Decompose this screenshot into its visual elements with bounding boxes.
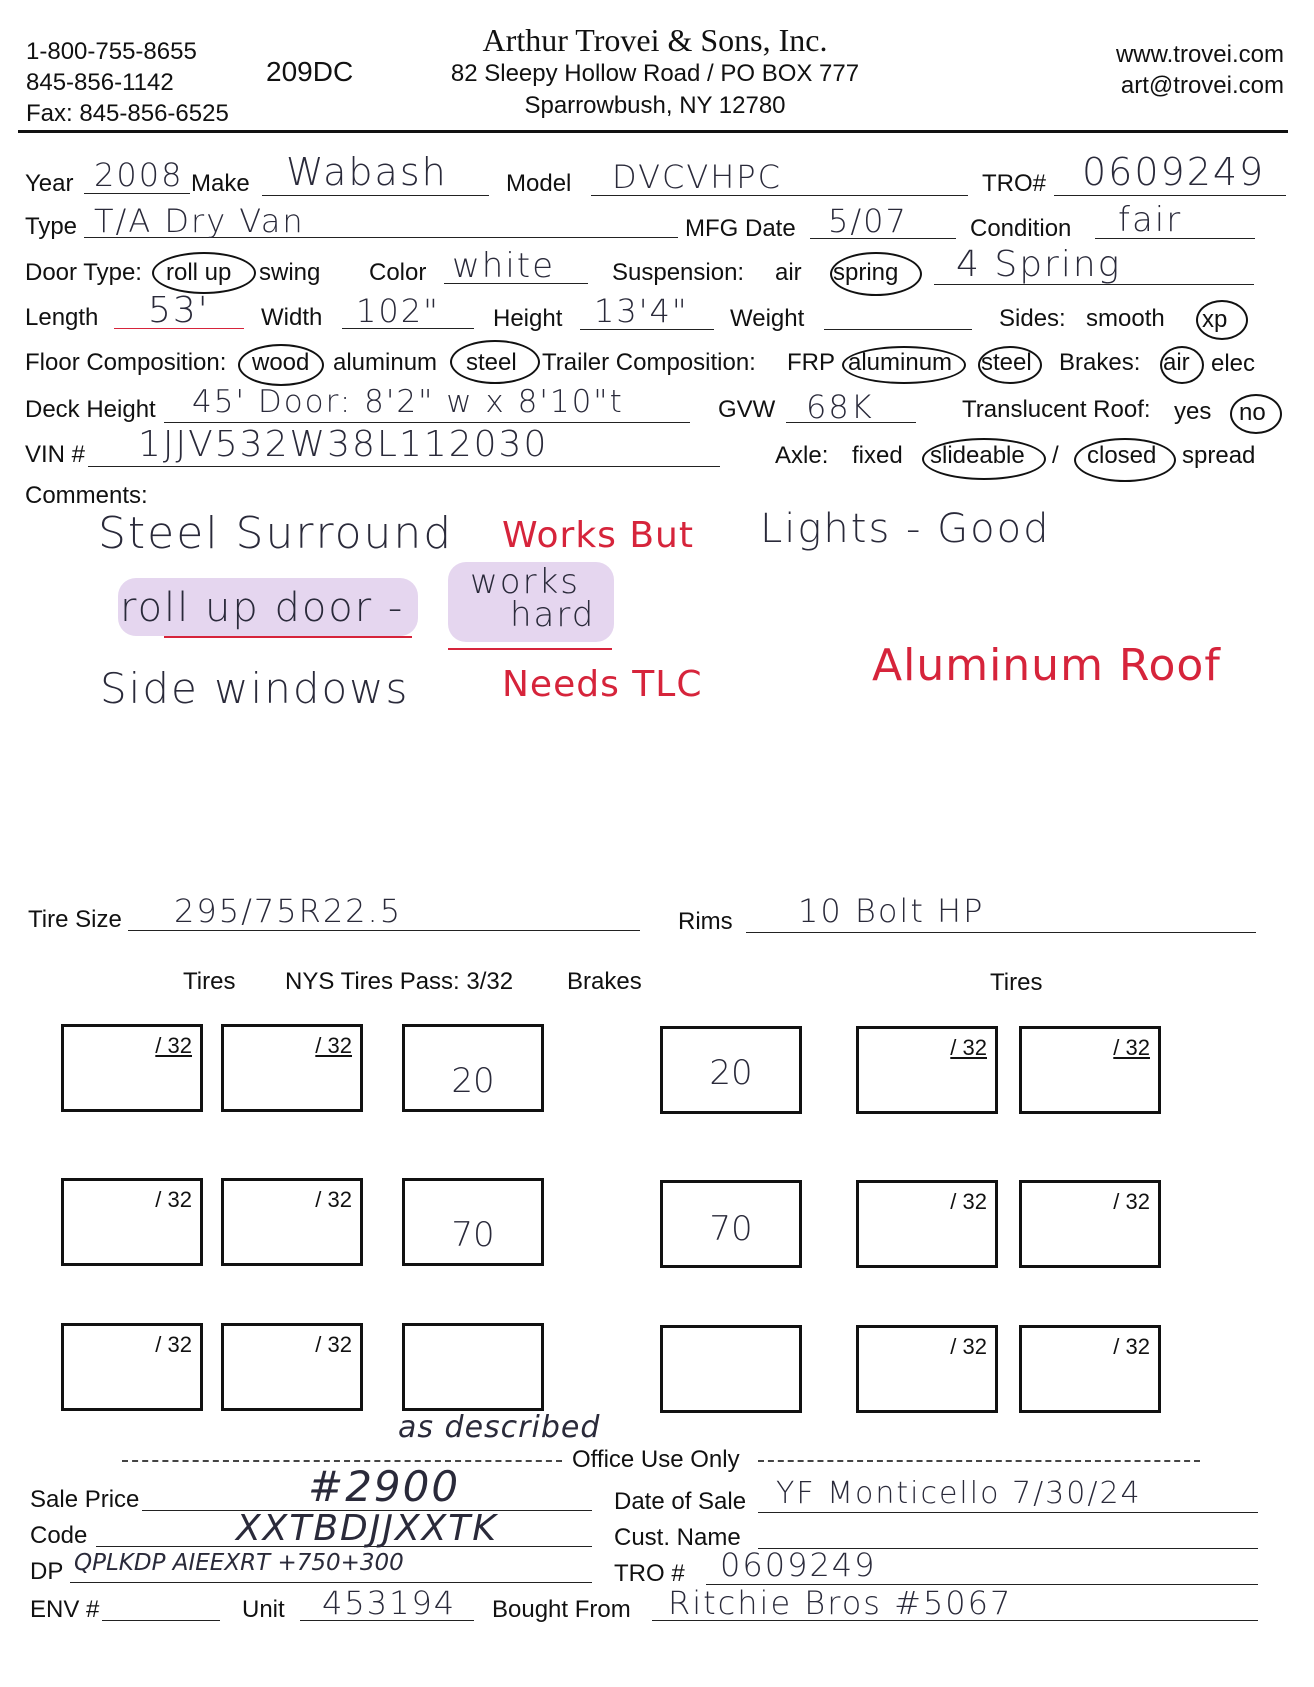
length-label: Length xyxy=(25,304,99,331)
tire-box-r3-c3[interactable]: / 32 xyxy=(856,1325,998,1413)
rims-label: Rims xyxy=(678,908,733,935)
type-label: Type xyxy=(25,213,78,240)
door-type-label: Door Type: xyxy=(25,259,142,286)
comment-line3: Side windows xyxy=(100,664,410,713)
cust-name-label: Cust. Name xyxy=(614,1524,741,1551)
comment-line1: Steel Surround xyxy=(98,508,454,559)
code-label: Code xyxy=(30,1522,88,1549)
comment-line1-red: Works But xyxy=(502,515,694,556)
mfg-date-label: MFG Date xyxy=(685,215,796,242)
brake-box-r3-right[interactable] xyxy=(660,1325,802,1413)
floor-option-steel[interactable]: steel xyxy=(466,349,517,376)
phone-local: 845-856-1142 xyxy=(26,69,174,96)
brake-box-r3-left[interactable] xyxy=(402,1323,544,1411)
tire-size-label: Tire Size xyxy=(28,906,122,933)
width-label: Width xyxy=(261,304,323,331)
comment-line3-red: Needs TLC xyxy=(502,664,703,705)
sides-option-xp[interactable]: xp xyxy=(1202,306,1228,333)
office-divider-right xyxy=(758,1460,1200,1462)
tire-box-r3-c4[interactable]: / 32 xyxy=(1019,1325,1161,1413)
color-label: Color xyxy=(369,259,427,286)
brakes-column-header: Brakes xyxy=(567,968,642,995)
trailer-option-aluminum[interactable]: aluminum xyxy=(848,349,953,376)
trailer-option-steel[interactable]: steel xyxy=(981,349,1032,376)
tire-box-r3-c2[interactable]: / 32 xyxy=(221,1323,363,1411)
height-value[interactable]: 13'4" xyxy=(594,292,689,330)
brake-box-r2-left[interactable]: 70 xyxy=(402,1178,544,1266)
vin-value[interactable]: 1JJV532W38L112030 xyxy=(138,424,549,465)
deck-height-value[interactable]: 45' Door: 8'2" w x 8'10"t xyxy=(192,384,624,420)
comment-line1-right: Lights - Good xyxy=(760,506,1051,552)
make-label: Make xyxy=(191,170,250,197)
height-label: Height xyxy=(493,305,563,332)
width-value[interactable]: 102" xyxy=(356,292,440,330)
tire-box-r1-c4[interactable]: / 32 xyxy=(1019,1026,1161,1114)
trailer-option-frp[interactable]: FRP xyxy=(787,349,835,376)
translucent-roof-label: Translucent Roof: xyxy=(962,396,1151,423)
brake-box-r1-left[interactable]: 20 xyxy=(402,1024,544,1112)
tire-size-value[interactable]: 295/75R22.5 xyxy=(174,892,403,930)
condition-value[interactable]: fair xyxy=(1118,200,1183,240)
sale-price-label: Sale Price xyxy=(30,1486,140,1513)
unit-value[interactable]: 453194 xyxy=(322,1584,457,1622)
tro-label: TRO# xyxy=(982,170,1047,197)
tire-box-r2-c1[interactable]: / 32 xyxy=(61,1178,203,1266)
nys-tires-pass-header: NYS Tires Pass: 3/32 xyxy=(285,968,514,995)
comment-line2-hard: hard xyxy=(510,595,596,635)
gvw-label: GVW xyxy=(718,396,776,423)
brake-box-r1-right[interactable]: 20 xyxy=(660,1026,802,1114)
model-value[interactable]: DVCVHPC xyxy=(612,158,782,196)
phone-tollfree: 1-800-755-8655 xyxy=(26,38,197,65)
length-value[interactable]: 53' xyxy=(148,290,210,331)
date-of-sale-value[interactable]: YF Monticello 7/30/24 xyxy=(776,1476,1142,1511)
env-label: ENV # xyxy=(30,1596,100,1623)
sides-label: Sides: xyxy=(999,305,1066,332)
translucent-option-no[interactable]: no xyxy=(1239,399,1266,426)
tire-box-r2-c3[interactable]: / 32 xyxy=(856,1180,998,1268)
bought-from-value[interactable]: Ritchie Bros #5067 xyxy=(668,1584,1013,1622)
header-divider xyxy=(18,130,1288,133)
comments-label: Comments: xyxy=(25,482,148,509)
weight-label: Weight xyxy=(730,305,805,332)
suspension-note[interactable]: 4 Spring xyxy=(956,244,1122,285)
unit-label: Unit xyxy=(242,1596,285,1623)
translucent-option-yes[interactable]: yes xyxy=(1174,398,1212,425)
door-option-swing[interactable]: swing xyxy=(259,259,321,286)
comment-line3-right-red: Aluminum Roof xyxy=(872,640,1221,691)
axle-slash: / xyxy=(1052,442,1059,469)
dp-value[interactable]: QPLKDP AIEEXRT +750+300 xyxy=(74,1550,404,1576)
dp-label: DP xyxy=(30,1558,64,1585)
brakes-option-air[interactable]: air xyxy=(1163,349,1190,376)
date-of-sale-label: Date of Sale xyxy=(614,1488,747,1515)
floor-option-wood[interactable]: wood xyxy=(252,349,310,376)
condition-label: Condition xyxy=(970,215,1072,242)
company-address-line1: 82 Sleepy Hollow Road / PO BOX 777 xyxy=(450,60,860,87)
axle-option-closed[interactable]: closed xyxy=(1087,442,1157,469)
company-website: www.trovei.com xyxy=(1115,41,1284,68)
tire-box-r1-c3[interactable]: / 32 xyxy=(856,1026,998,1114)
deck-height-label: Deck Height xyxy=(25,396,156,423)
sale-price-value[interactable]: #2900 xyxy=(308,1462,461,1511)
axle-option-spread[interactable]: spread xyxy=(1182,442,1256,469)
suspension-option-spring[interactable]: spring xyxy=(833,259,899,286)
type-value[interactable]: T/A Dry Van xyxy=(94,202,305,240)
code-value[interactable]: XXTBDJJXXTK xyxy=(236,1508,498,1549)
tires-left-header: Tires xyxy=(183,968,236,995)
make-value[interactable]: Wabash xyxy=(286,150,448,194)
underline-roll-up xyxy=(164,636,412,638)
company-email: art@trovei.com xyxy=(1120,72,1284,99)
mfg-date-value[interactable]: 5/07 xyxy=(828,202,908,240)
form-code: 209DC xyxy=(266,56,354,87)
tro2-label: TRO # xyxy=(614,1560,685,1587)
axle-label: Axle: xyxy=(775,442,829,469)
tro-value[interactable]: 0609249 xyxy=(1082,150,1266,194)
model-label: Model xyxy=(506,170,572,197)
tro2-value[interactable]: 0609249 xyxy=(720,1546,877,1584)
rims-value[interactable]: 10 Bolt HP xyxy=(798,892,985,930)
tires-right-header: Tires xyxy=(990,969,1043,996)
tire-box-r2-c4[interactable]: / 32 xyxy=(1019,1180,1161,1268)
floor-composition-label: Floor Composition: xyxy=(25,349,227,376)
axle-option-fixed[interactable]: fixed xyxy=(852,442,903,469)
comment-line2: roll up door - xyxy=(120,585,405,631)
office-note: as described xyxy=(398,1410,601,1445)
vin-label: VIN # xyxy=(25,441,86,468)
floor-option-aluminum[interactable]: aluminum xyxy=(333,349,438,376)
year-label: Year xyxy=(25,170,74,197)
brakes-option-elec[interactable]: elec xyxy=(1211,350,1256,377)
year-value[interactable]: 2008 xyxy=(94,156,184,194)
bought-from-label: Bought From xyxy=(492,1596,631,1623)
suspension-option-air[interactable]: air xyxy=(775,259,802,286)
phone-fax: Fax: 845-856-6525 xyxy=(26,100,229,127)
office-use-only-label: Office Use Only xyxy=(572,1446,740,1473)
color-value[interactable]: white xyxy=(452,246,556,286)
comment-line2-works: works xyxy=(470,562,580,602)
tire-box-r1-c2[interactable]: / 32 xyxy=(221,1024,363,1112)
tire-box-r3-c1[interactable]: / 32 xyxy=(61,1323,203,1411)
company-address-line2: Sparrowbush, NY 12780 xyxy=(524,92,786,119)
tire-box-r1-c1[interactable]: / 32 xyxy=(61,1024,203,1112)
brake-box-r2-right[interactable]: 70 xyxy=(660,1180,802,1268)
trailer-composition-label: Trailer Composition: xyxy=(542,349,756,376)
sides-option-smooth[interactable]: smooth xyxy=(1086,305,1165,332)
door-option-roll-up[interactable]: roll up xyxy=(166,259,232,286)
axle-option-slideable[interactable]: slideable xyxy=(930,442,1025,469)
company-name: Arthur Trovei & Sons, Inc. xyxy=(482,22,828,58)
brakes-label: Brakes: xyxy=(1059,349,1141,376)
gvw-value[interactable]: 68K xyxy=(806,388,874,426)
tire-box-r2-c2[interactable]: / 32 xyxy=(221,1178,363,1266)
suspension-label: Suspension: xyxy=(612,259,745,286)
underline-works-hard xyxy=(448,648,612,650)
